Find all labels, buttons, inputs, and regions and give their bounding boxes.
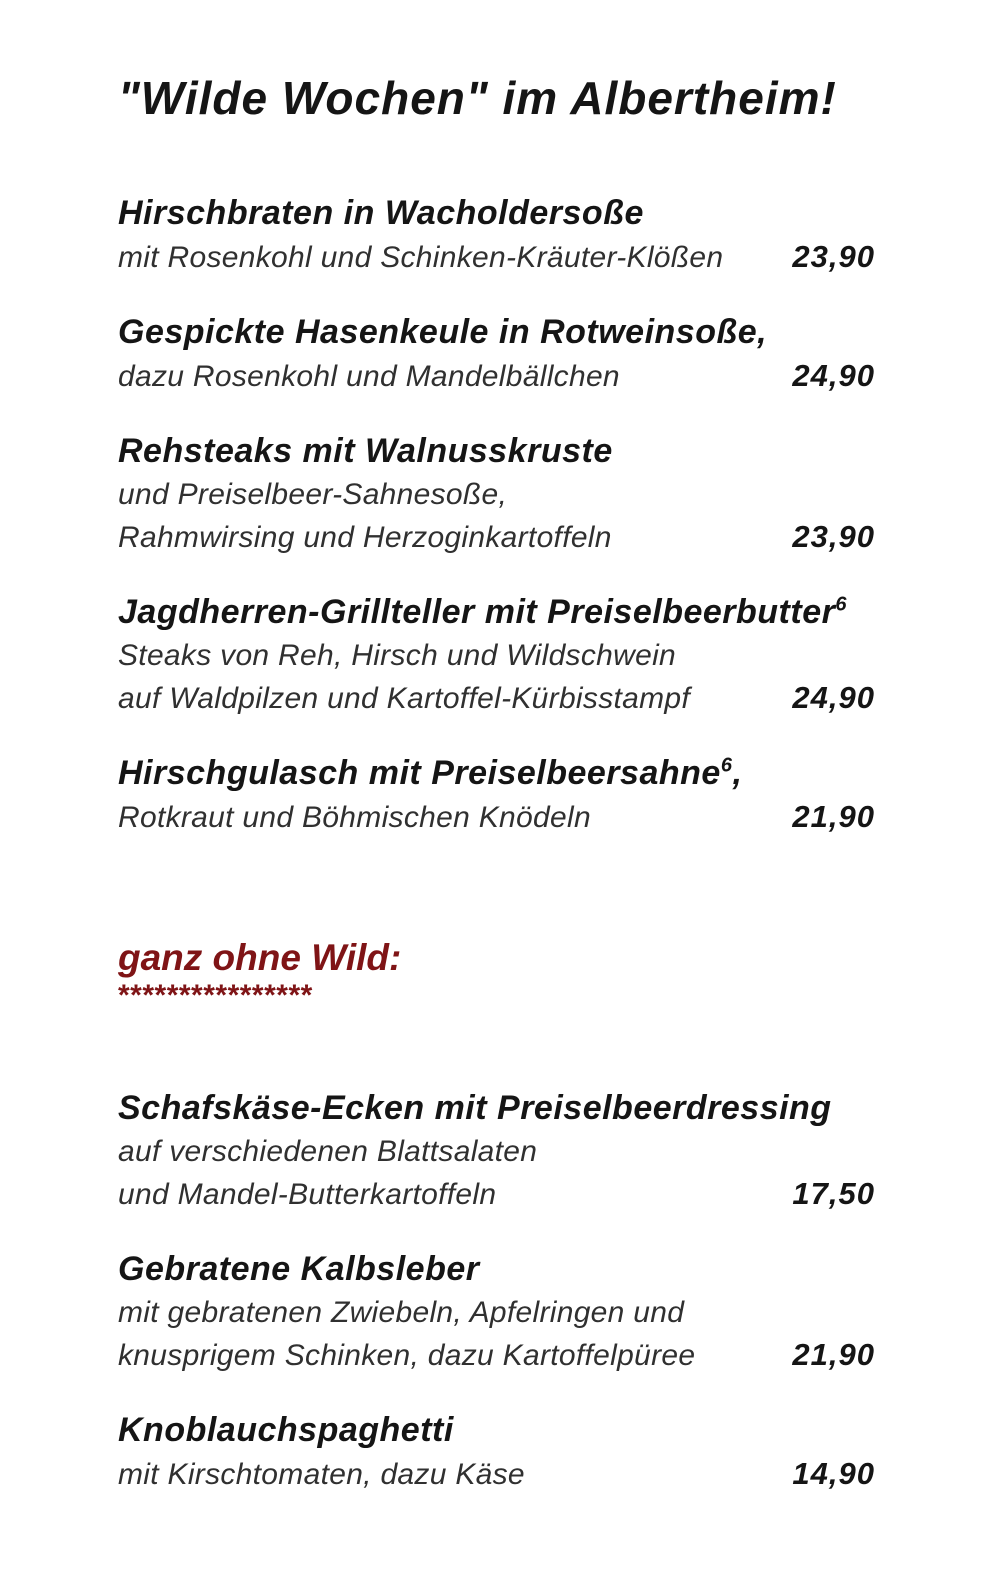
item-description-text: mit gebratenen Zwiebeln, Apfelringen und xyxy=(118,1296,685,1329)
menu-item-hirschgulasch xyxy=(118,750,875,839)
menu-item-rehsteaks xyxy=(118,428,875,559)
item-description-text: auf Waldpilzen und Kartoffel-Kürbisstampf xyxy=(118,682,691,715)
menu-item-description xyxy=(118,796,875,839)
menu-item-price: 24,90 xyxy=(792,680,875,715)
item-description-text: und Preiselbeer-Sahnesoße, xyxy=(118,478,508,511)
footnote-marker: 6 xyxy=(835,593,847,616)
menu-item-description xyxy=(118,355,875,398)
menu-item-price: 23,90 xyxy=(792,519,875,554)
item-description-text: Rotkraut und Böhmischen Knödeln xyxy=(118,801,591,834)
item-name-text: Jagdherren-Grillteller mit Preiselbeerbutter xyxy=(118,593,836,631)
item-description-text: dazu Rosenkohl und Mandelbällchen xyxy=(118,360,620,393)
menu-item-name xyxy=(118,750,875,796)
item-description-text: auf verschiedenen Blattsalaten xyxy=(118,1135,538,1168)
menu-item-schafskaese-ecken xyxy=(118,1085,875,1216)
item-description-text: mit Kirschtomaten, dazu Käse xyxy=(118,1458,525,1491)
menu-item-description xyxy=(118,474,875,516)
section-header-ohne-wild xyxy=(118,935,875,1011)
item-name-text: Knoblauchspaghetti xyxy=(118,1411,454,1449)
item-name-text: Rehsteaks mit Walnusskruste xyxy=(118,432,613,470)
menu-item-knoblauchspaghetti xyxy=(118,1407,875,1496)
menu-item-hirschbraten xyxy=(118,190,875,279)
menu-item-description xyxy=(118,236,875,279)
menu-item-price: 21,90 xyxy=(792,1337,875,1372)
menu-item-description xyxy=(118,1292,875,1334)
menu-item-description xyxy=(118,1334,875,1377)
item-description-text: und Mandel-Butterkartoffeln xyxy=(118,1178,497,1211)
menu-item-description xyxy=(118,1453,875,1496)
item-name-text: Gespickte Hasenkeule in Rotweinsoße, xyxy=(118,313,768,351)
stars-divider: **************** xyxy=(118,979,313,1012)
menu-item-name xyxy=(118,1246,875,1292)
menu-item-jagdherren-grillteller xyxy=(118,589,875,720)
section-title: ganz ohne Wild: xyxy=(118,937,402,978)
menu-item-description xyxy=(118,635,875,677)
footnote-marker: 6 xyxy=(720,754,733,777)
menu-item-name xyxy=(118,589,875,635)
item-name-text: Schafskäse-Ecken mit Preiselbeerdressing xyxy=(118,1089,832,1127)
menu-item-description xyxy=(118,677,875,720)
menu-item-price: 17,50 xyxy=(792,1176,875,1211)
menu-item-description xyxy=(118,1173,875,1216)
menu-item-price: 14,90 xyxy=(792,1456,875,1491)
section-wild-specials xyxy=(118,190,875,839)
item-name-suffix: , xyxy=(732,754,743,792)
menu-item-kalbsleber xyxy=(118,1246,875,1377)
menu-item-description xyxy=(118,1131,875,1173)
menu-item-name xyxy=(118,190,875,236)
menu-item-price: 24,90 xyxy=(792,358,875,393)
item-description-text: Rahmwirsing und Herzoginkartoffeln xyxy=(118,521,612,554)
menu-item-name xyxy=(118,428,875,474)
menu-item-name xyxy=(118,1407,875,1453)
item-name-text: Gebratene Kalbsleber xyxy=(118,1250,480,1288)
item-description-text: mit Rosenkohl und Schinken-Kräuter-Klößen xyxy=(118,241,724,274)
section-ohne-wild xyxy=(118,1085,875,1496)
menu-item-description xyxy=(118,516,875,559)
menu-item-name xyxy=(118,309,875,355)
menu-item-hasenkeule xyxy=(118,309,875,398)
item-name-text: Hirschbraten in Wacholdersoße xyxy=(118,194,644,232)
menu-item-price: 23,90 xyxy=(792,239,875,274)
item-description-text: Steaks von Reh, Hirsch und Wildschwein xyxy=(118,639,677,672)
item-description-text: knusprigem Schinken, dazu Kartoffelpüree xyxy=(118,1339,696,1372)
menu-title: "Wilde Wochen" im Albertheim! xyxy=(118,72,837,124)
menu-item-name xyxy=(118,1085,875,1131)
item-name-text: Hirschgulasch mit Preiselbeersahne xyxy=(118,754,721,792)
menu-item-price: 21,90 xyxy=(792,799,875,834)
